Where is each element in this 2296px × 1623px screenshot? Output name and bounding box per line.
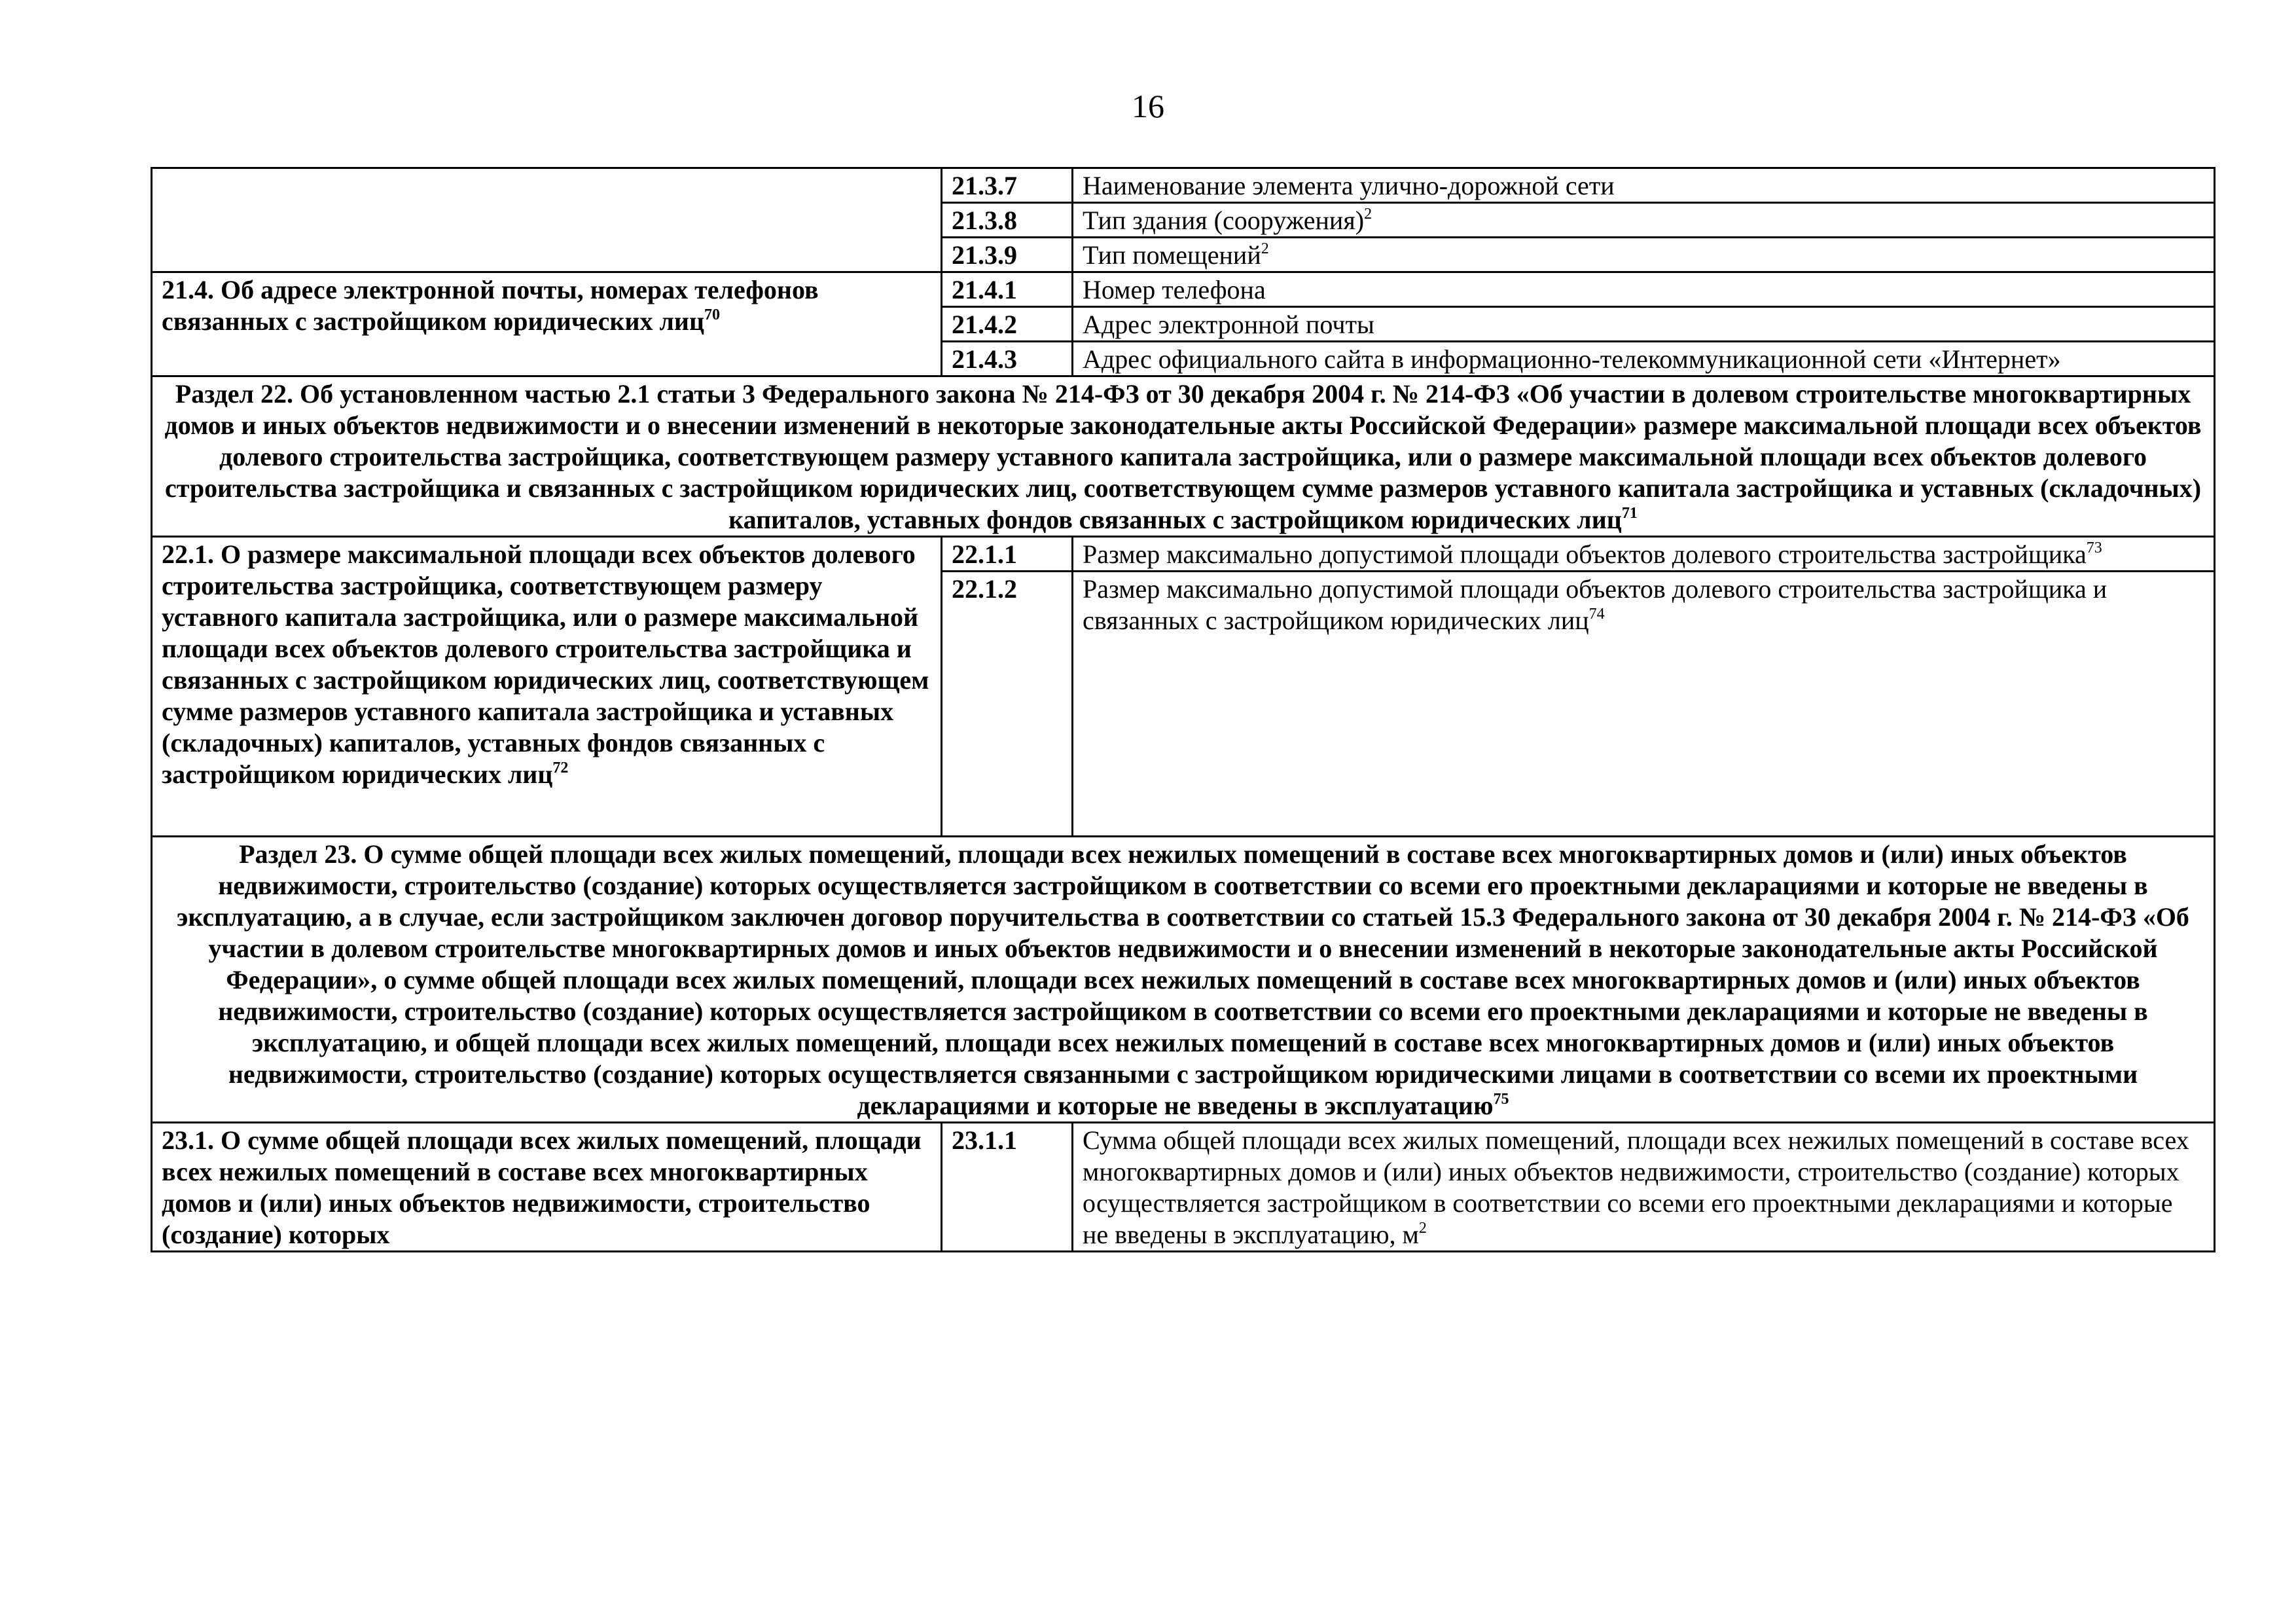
- item-description: Наименование элемента улично-дорожной сети: [1073, 168, 2215, 203]
- group-title-22-1: 22.1. О размере максимальной площади всех объектов долевого строительства застройщика, соответствующем размеру уставного капитала застройщика, или о размере максимальной площади всех объектов долевого строительства застройщика и связанных с застройщиком юридических лиц, соответствующем сумме размеров уставного капитала застройщика и уставных (складочных) капиталов, уставных фондов связанных с застройщиком юридических лиц$^{72}$: [152, 537, 942, 837]
- footnote-ref: 71: [1621, 505, 1638, 522]
- page-number: 16: [1132, 88, 1164, 124]
- item-description: Адрес официального сайта в информационно-телекоммуникационной сети «Интернет»: [1073, 342, 2215, 376]
- group-title-23-1: 23.1. О сумме общей площади всех жилых помещений, площади всех нежилых помещений в составе всех многоквартирных домов и (или) иных объектов недвижимости, строительство (создание) которых: [152, 1123, 942, 1252]
- item-description: Размер максимально допустимой площади объектов долевого строительства застройщика и связанных с застройщиком юридических лиц$^{74}$: [1073, 572, 2215, 837]
- item-code: 22.1.1: [942, 537, 1073, 572]
- item-code: 21.4.2: [942, 307, 1073, 342]
- section-22-heading: Раздел 22. Об установленном частью 2.1 статьи 3 Федерального закона № 214-ФЗ от 30 декабря 2004 г. № 214-ФЗ «Об участии в долевом строительстве многоквартирных домов и иных объектов недвижимости и о внесении изменений в некоторые законодательные акты Российской Федерации» размере максимальной площади всех объектов долевого строительства застройщика, соответствующем размеру уставного капитала застройщика, или о размере максимальной площади всех объектов долевого строительства застройщика и связанных с застройщиком юридических лиц, соответствующем сумме размеров уставного капитала застройщика и уставных (складочных) капиталов, уставных фондов связанных с застройщиком юридических лиц$^{71}$: [152, 376, 2215, 537]
- item-code: 21.4.3: [942, 342, 1073, 376]
- table-row: [152, 537, 2215, 572]
- section-row: [152, 376, 2215, 537]
- item-code: 22.1.2: [942, 572, 1073, 837]
- item-code: 21.3.7: [942, 168, 1073, 203]
- group-title-21-4: 21.4. Об адресе электронной почты, номерах телефонов связанных с застройщиком юридических лиц$^{70}$: [152, 272, 942, 376]
- item-description: Тип здания (сооружения)$^2$: [1073, 203, 2215, 238]
- footnote-ref: 2: [1364, 206, 1372, 223]
- item-description: Сумма общей площади всех жилых помещений, площади всех нежилых помещений в составе всех многоквартирных домов и (или) иных объектов недвижимости, строительство (создание) которых осуществляется застройщиком в соответствии со всеми его проектными декларациями и которые не введены в эксплуатацию, $м^2$: [1073, 1123, 2215, 1252]
- footnote-ref: 74: [1588, 606, 1605, 623]
- declaration-table: [151, 167, 2215, 1252]
- item-description: Номер телефона: [1073, 272, 2215, 307]
- footnote-ref: 2: [1418, 1220, 1427, 1237]
- item-code: 23.1.1: [942, 1123, 1073, 1252]
- footnote-ref: 2: [1261, 240, 1269, 257]
- section-row: [152, 837, 2215, 1123]
- footnote-ref: 73: [2086, 539, 2102, 556]
- table-row: [152, 272, 2215, 307]
- footnote-ref: 70: [704, 306, 721, 323]
- section-23-heading: Раздел 23. О сумме общей площади всех жилых помещений, площади всех нежилых помещений в составе всех многоквартирных домов и (или) иных объектов недвижимости, строительство (создание) которых осуществляется застройщиком в соответствии со всеми его проектными декларациями и которые не введены в эксплуатацию, а в случае, если застройщиком заключен договор поручительства в соответствии со статьей 15.3 Федерального закона от 30 декабря 2004 г. № 214-ФЗ «Об участии в долевом строительстве многоквартирных домов и иных объектов недвижимости и о внесении изменений в некоторые законодательные акты Российской Федерации», о сумме общей площади всех жилых помещений, площади всех нежилых помещений в составе всех многоквартирных домов и (или) иных объектов недвижимости, строительство (создание) которых осуществляется застройщиком в соответствии со всеми его проектными декларациями и которые не введены в эксплуатацию, и общей площади всех жилых помещений, площади всех нежилых помещений в составе всех многоквартирных домов и (или) иных объектов недвижимости, строительство (создание) которых осуществляется связанными с застройщиком юридическими лицами в соответствии со всеми их проектными декларациями и которые не введены в эксплуатацию$^{75}$: [152, 837, 2215, 1123]
- item-code: 21.3.9: [942, 238, 1073, 272]
- item-code: 21.4.1: [942, 272, 1073, 307]
- footnote-ref: 72: [552, 759, 569, 776]
- footnote-ref: 75: [1493, 1091, 1509, 1108]
- item-description: Размер максимально допустимой площади объектов долевого строительства застройщика$^{73}$: [1073, 537, 2215, 572]
- item-description: Адрес электронной почты: [1073, 307, 2215, 342]
- item-code: 21.3.8: [942, 203, 1073, 238]
- group-cell-21-3-continued: [152, 168, 942, 272]
- table-row: [152, 1123, 2215, 1252]
- item-description: Тип помещений$^2$: [1073, 238, 2215, 272]
- table-row: [152, 168, 2215, 203]
